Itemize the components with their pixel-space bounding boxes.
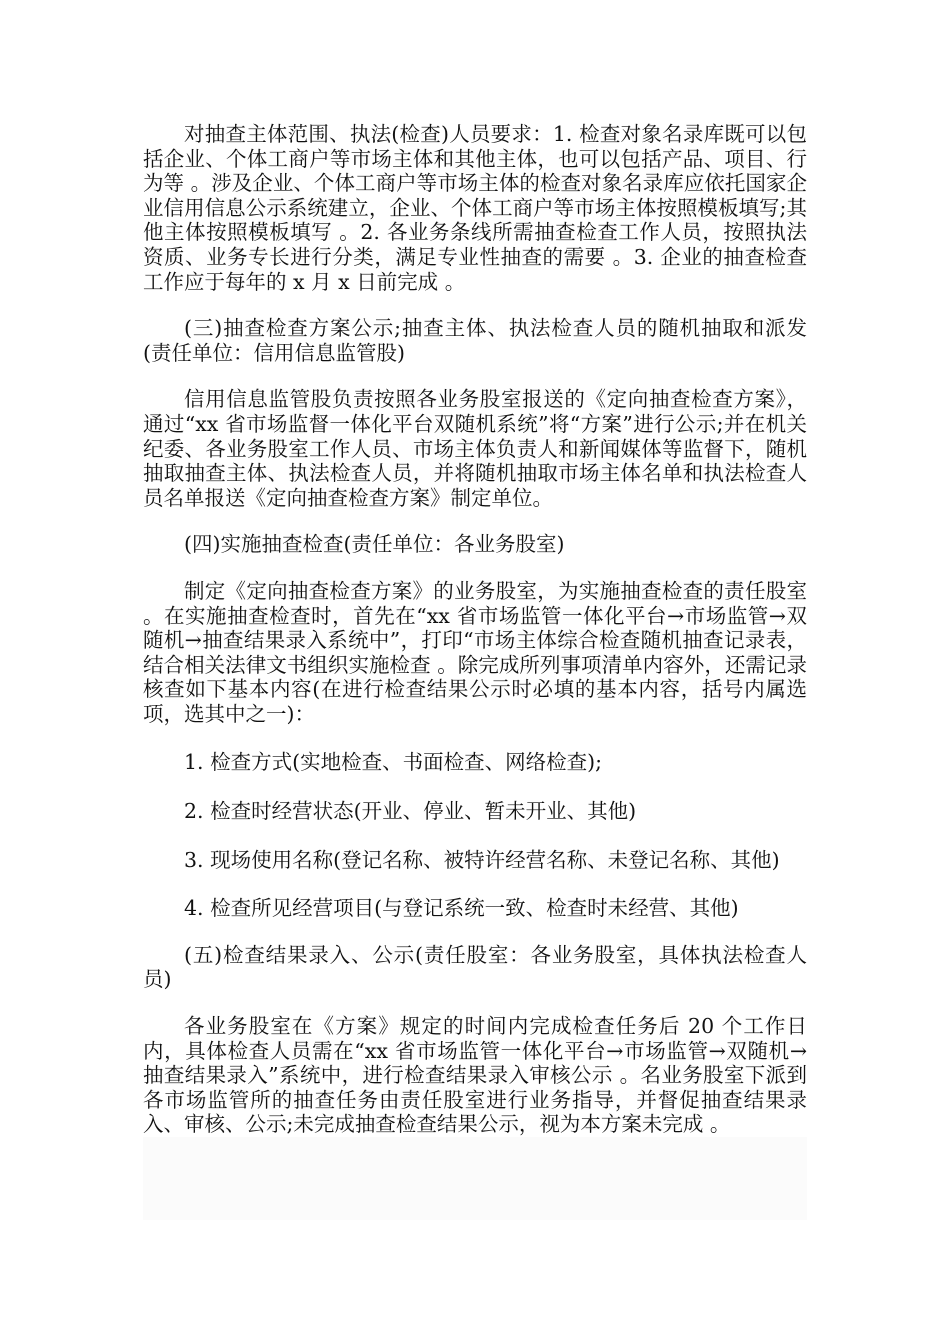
paragraph-credit-supervision: 信用信息监管股负责按照各业务股室报送的《定向抽查检查方案》，通过“xx 省市场监督一体化平台双随机系统”将“方案”进行公示;并在机关纪委、各业务股室工作人员、市场主体负责人和新闻媒体等监督下，随机抽取抽查主体、执法检查人员，并将随机抽取市场主体名单和执法检查人员名单报送《定向抽查检查方案》制定单位。 [143, 387, 807, 510]
list-item-inspection-method: 1. 检查方式(实地检查、书面检查、网络检查); [184, 750, 602, 775]
list-item-site-name: 3. 现场使用名称(登记名称、被特许经营名称、未登记名称、其他) [184, 847, 780, 872]
list-item-business-items: 4. 检查所见经营项目(与登记系统一致、检查时未经营、其他) [184, 896, 739, 921]
document-page [143, 122, 807, 1137]
paragraph-implementation: 制定《定向抽查检查方案》的业务股室，为实施抽查检查的责任股室 。在实施抽查检查时，首先在“xx 省市场监管一体化平台→市场监管→双随机→抽查结果录入系统中”，打印“市场主体综合检查随机抽查记录表，结合相关法律文书组织实施检查 。除完成所列事项清单内容外，还需记录核查如下基本内容(在进行检查结果公示时必填的基本内容，括号内属选项，选其中之一)： [143, 578, 807, 726]
list-item-business-status: 2. 检查时经营状态(开业、停业、暂未开业、其他) [184, 799, 637, 824]
paragraph-section-3-heading: (三)抽查检查方案公示;抽查主体、执法检查人员的随机抽取和派发(责任单位：信用信息监管股) [143, 316, 807, 365]
paragraph-inspection-requirements: 对抽查主体范围、执法(检查)人员要求：1. 检查对象名录库既可以包括企业、个体工商户等市场主体和其他主体，也可以包括产品、项目、行为等 。涉及企业、个体工商户等市场主体的检查对象名录库应依托国家企业信用信息公示系统建立，企业、个体工商户等市场主体按照模板填写;其他主体按照模板填写 。2. 各业务条线所需抽查检查工作人员，按照执法资质、业务专长进行分类，满足专业性抽查的需要 。3. 企业的抽查检查工作应于每年的 x 月 x 日前完成 。 [143, 122, 807, 294]
paragraph-result-entry: 各业务股室在《方案》规定的时间内完成检查任务后 20 个工作日内，具体检查人员需在“xx 省市场监管一体化平台→市场监管→双随机→抽查结果录入”系统中，进行检查结果录入审核公示 。名业务股室下派到各市场监管所的抽查任务由责任股室进行业务指导，并督促抽查结果录入、审核、公示;未完成抽查检查结果公示，视为本方案未完成 。 [143, 1014, 807, 1137]
paragraph-section-5-heading: (五)检查结果录入、公示(责任股室：各业务股室，具体执法检查人员) [143, 942, 807, 992]
paragraph-section-4-heading: (四)实施抽查检查(责任单位：各业务股室) [184, 532, 565, 557]
